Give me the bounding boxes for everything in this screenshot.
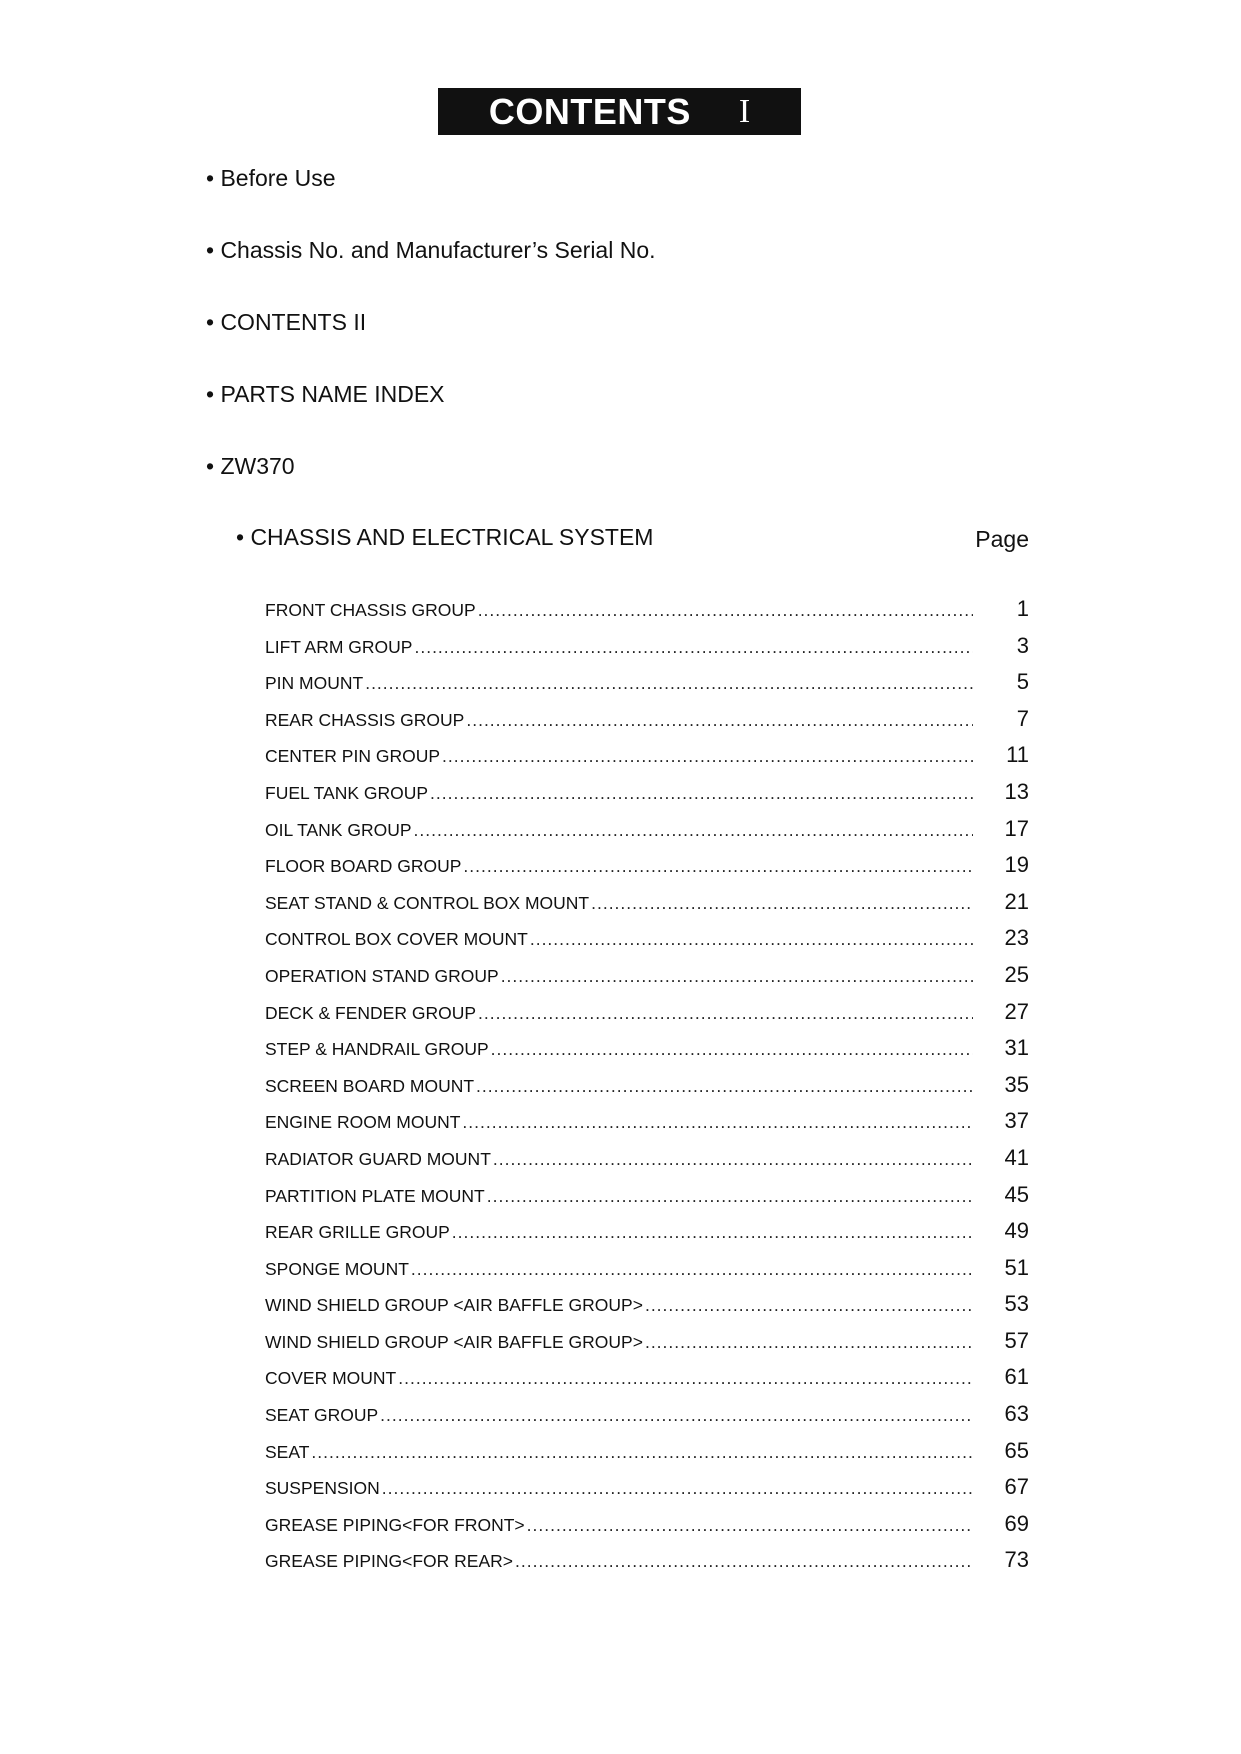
toc-entry[interactable] [265, 889, 1029, 926]
toc-dot-leader [591, 893, 973, 914]
toc-entry-page: 27 [1004, 998, 1029, 1024]
toc-entry[interactable] [265, 1438, 1029, 1475]
toc-entry-label: DECK & FENDER GROUP [265, 1002, 476, 1023]
toc-entry-page: 73 [1004, 1547, 1029, 1573]
toc-entry-page: 21 [1004, 888, 1029, 914]
toc-entry-page: 1 [1016, 596, 1029, 621]
toc-entry-label: LIFT ARM GROUP [265, 636, 413, 657]
toc-entry-label: STEP & HANDRAIL GROUP [265, 1039, 489, 1060]
toc-entry[interactable] [265, 852, 1029, 889]
toc-dot-leader [463, 856, 973, 877]
toc-entry-page: 23 [1004, 925, 1029, 951]
toc-entry-label: CENTER PIN GROUP [265, 746, 441, 767]
top-item-before-use[interactable]: • Before Use [206, 165, 336, 191]
toc-dot-leader [527, 1515, 973, 1536]
toc-entry-label: CONTROL BOX COVER MOUNT [265, 929, 528, 950]
toc-entry-label: COVER MOUNT [265, 1368, 397, 1389]
toc-entry-label: SEAT [265, 1441, 310, 1462]
toc-entry-label: ENGINE ROOM MOUNT [265, 1112, 461, 1133]
page-title: CONTENTS [488, 90, 691, 132]
toc-entry-page: 7 [1016, 705, 1029, 731]
toc-entry-page: 17 [1004, 815, 1029, 841]
toc-entry-page: 67 [1004, 1474, 1029, 1500]
toc-entry[interactable] [265, 1328, 1029, 1365]
toc-entry-label: PIN MOUNT [265, 673, 364, 694]
toc-dot-leader [493, 1149, 973, 1170]
toc-entry[interactable] [265, 999, 1029, 1036]
contents-title-banner [438, 88, 801, 135]
toc-entry[interactable] [265, 669, 1029, 706]
toc-entry-label: SEAT STAND & CONTROL BOX MOUNT [265, 892, 590, 913]
toc-entry-label: OIL TANK GROUP [265, 819, 412, 840]
toc-entry[interactable] [265, 633, 1029, 670]
toc-entry[interactable] [265, 706, 1029, 743]
toc-entry[interactable] [265, 1291, 1029, 1328]
toc-entry[interactable] [265, 1035, 1029, 1072]
toc-dot-leader [462, 1112, 973, 1133]
toc-entry[interactable] [265, 742, 1029, 779]
page-column-label: Page [975, 526, 1029, 552]
toc-entry-page: 53 [1004, 1291, 1029, 1317]
toc-entry-label: GREASE PIPING<FOR REAR> [265, 1551, 513, 1572]
page-title-numeral: I [738, 92, 751, 130]
toc-list [265, 596, 1029, 1584]
toc-dot-leader [414, 637, 973, 658]
toc-entry-label: PARTITION PLATE MOUNT [265, 1185, 485, 1206]
toc-dot-leader [478, 600, 973, 621]
toc-dot-leader [476, 1076, 973, 1097]
section-heading: • CHASSIS AND ELECTRICAL SYSTEM [236, 524, 654, 550]
toc-entry-page: 57 [1004, 1327, 1029, 1353]
toc-entry-page: 19 [1004, 852, 1029, 878]
toc-entry[interactable] [265, 816, 1029, 853]
toc-entry-page: 69 [1004, 1510, 1029, 1536]
toc-entry[interactable] [265, 779, 1029, 816]
toc-dot-leader [491, 1039, 973, 1060]
toc-dot-leader [530, 929, 973, 950]
toc-entry[interactable] [265, 1145, 1029, 1182]
toc-entry-label: SUSPENSION [265, 1478, 380, 1499]
toc-entry-label: REAR GRILLE GROUP [265, 1222, 450, 1243]
toc-dot-leader [466, 710, 973, 731]
toc-entry-page: 63 [1004, 1401, 1029, 1427]
toc-entry-page: 31 [1004, 1035, 1029, 1061]
toc-dot-leader [311, 1442, 973, 1463]
top-item-contents-ii[interactable]: • CONTENTS II [206, 309, 367, 335]
top-item-chassis-serial[interactable]: • Chassis No. and Manufacturer’s Serial No. [206, 237, 656, 263]
toc-dot-leader [487, 1186, 973, 1207]
toc-entry-label: FLOOR BOARD GROUP [265, 856, 462, 877]
toc-entry-page: 13 [1004, 778, 1029, 804]
toc-entry-page: 51 [1004, 1254, 1029, 1280]
toc-entry[interactable] [265, 1547, 1029, 1584]
toc-dot-leader [398, 1368, 973, 1389]
toc-entry-page: 37 [1004, 1108, 1029, 1134]
toc-dot-leader [452, 1222, 973, 1243]
toc-dot-leader [411, 1259, 973, 1280]
toc-entry-page: 49 [1004, 1218, 1029, 1244]
toc-entry-page: 41 [1004, 1144, 1029, 1170]
toc-entry-label: FRONT CHASSIS GROUP [265, 600, 476, 620]
toc-dot-leader [645, 1332, 973, 1353]
toc-entry[interactable] [265, 1108, 1029, 1145]
toc-entry-page: 45 [1004, 1181, 1029, 1207]
toc-entry[interactable] [265, 1401, 1029, 1438]
toc-entry-page: 65 [1004, 1437, 1029, 1463]
toc-dot-leader [414, 820, 973, 841]
toc-entry[interactable] [265, 1218, 1029, 1255]
toc-entry[interactable] [265, 1182, 1029, 1219]
toc-dot-leader [478, 1003, 973, 1024]
toc-dot-leader [430, 783, 973, 804]
toc-entry[interactable] [265, 1072, 1029, 1109]
toc-entry[interactable] [265, 962, 1029, 999]
toc-entry[interactable] [265, 1255, 1029, 1292]
toc-dot-leader [365, 673, 973, 694]
toc-entry[interactable] [265, 1364, 1029, 1401]
toc-dot-leader [380, 1405, 973, 1426]
toc-dot-leader [382, 1478, 973, 1499]
toc-entry-label: WIND SHIELD GROUP <AIR BAFFLE GROUP> [265, 1295, 643, 1316]
toc-entry-label: RADIATOR GUARD MOUNT [265, 1148, 491, 1169]
toc-entry[interactable] [265, 596, 1029, 633]
toc-entry-label: GREASE PIPING<FOR FRONT> [265, 1514, 525, 1535]
toc-entry-label: SPONGE MOUNT [265, 1258, 409, 1279]
top-item-zw370[interactable]: • ZW370 [206, 453, 295, 479]
toc-entry-page: 11 [1006, 742, 1029, 768]
toc-entry[interactable] [265, 925, 1029, 962]
toc-dot-leader [442, 746, 973, 767]
toc-entry-label: WIND SHIELD GROUP <AIR BAFFLE GROUP> [265, 1331, 643, 1352]
toc-dot-leader [501, 966, 973, 987]
toc-entry-label: FUEL TANK GROUP [265, 782, 429, 803]
toc-entry-page: 61 [1004, 1364, 1029, 1390]
toc-entry-page: 35 [1004, 1071, 1029, 1097]
toc-entry-page: 25 [1004, 961, 1029, 987]
toc-entry-label: REAR CHASSIS GROUP [265, 709, 465, 730]
toc-entry-page: 5 [1016, 669, 1029, 695]
toc-entry-label: SCREEN BOARD MOUNT [265, 1075, 475, 1096]
toc-entry-label: SEAT GROUP [265, 1405, 379, 1426]
toc-entry[interactable] [265, 1474, 1029, 1511]
toc-entry-label: OPERATION STAND GROUP [265, 965, 499, 986]
toc-dot-leader [515, 1551, 973, 1572]
toc-entry[interactable] [265, 1511, 1029, 1548]
toc-dot-leader [645, 1295, 973, 1316]
toc-entry-page: 3 [1016, 632, 1029, 658]
top-item-parts-name-index[interactable]: • PARTS NAME INDEX [206, 381, 445, 407]
